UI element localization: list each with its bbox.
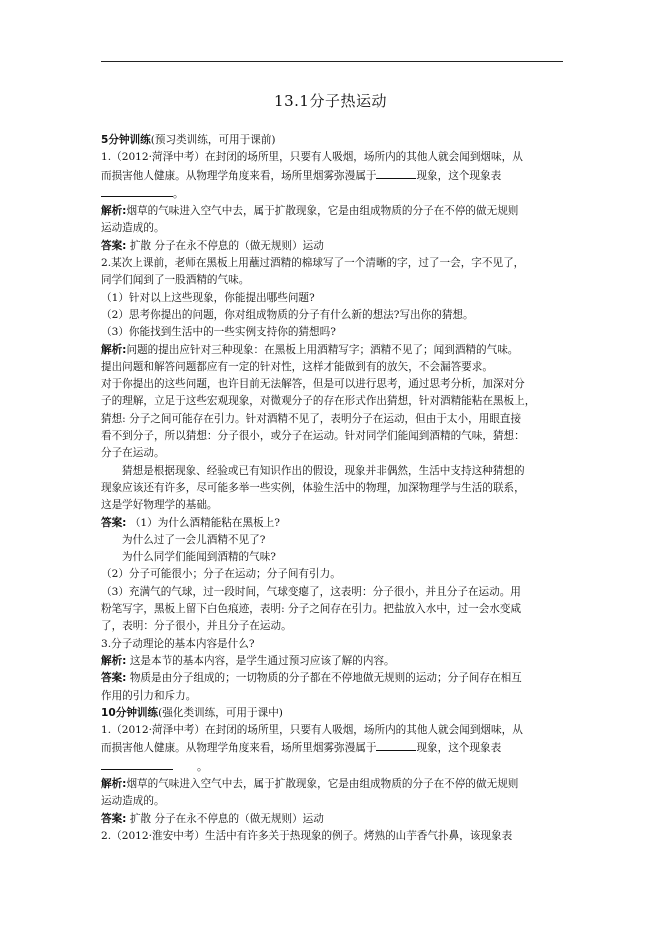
answer: 答案: （1）为什么酒精能粘在黑板上?	[101, 516, 280, 529]
section-heading-5min: 5分钟训练(预习类训练，可用于课前)	[101, 134, 276, 146]
answer-blank	[376, 739, 416, 751]
question-1: 1.（2012·菏泽中考）在封闭的场所里，只要有人吸烟，场所内的其他人就会闻到烟味，从	[101, 151, 523, 164]
sub-question: （2）思考你提出的问题，你对组成物质的分子有什么新的想法?写出你的猜想。	[101, 308, 474, 321]
guess-paragraph: 猜想是根据现象、经验或已有知识作出的假设，现象并非偶然，生活中支持这种猜想的	[122, 464, 525, 477]
answer-blank	[376, 167, 416, 179]
page-title: 13.1分子热运动	[274, 92, 387, 110]
analysis: 解析:烟草的气味进入空气中去，属于扩散现象，它是由组成物质的分子在不停的做无规则	[101, 777, 519, 790]
answer-blank	[101, 185, 173, 197]
answer: 答案: 扩散 分子在永不停息的（做无规则）运动	[101, 812, 324, 825]
document-body: 5分钟训练(预习类训练，可用于课前) 1.（2012·菏泽中考）在封闭的场所里，只要有人吸烟，场所内的其他人就会闻到烟味，从 而损害他人健康。从物理学角度来看，场所里烟雾弥漫属于 现象，这个现象表 。 解析:烟草的气味进入空气中去，属于扩散现象，它是由组成物质的分子在不停的做无规则 运动造成的。 答案: 扩散 分子在永不停息的（做无规则）运动 2.某次上课前，老师在黑板上用蘸过酒精的棉球写了一个清晰的字，过了一会，字不见了， 同学们闻到了一股酒精的气味。 （1）针对以上这些现象，你能提出哪些问题? （2）思考你提出的问题，你对组成物质的分子有什么新的想法?写出你的猜想。 （3）你能找到生活中的一些实例支持你的猜想吗? 解析:问题的提出应针对三种现象：在黑板上用酒精写字；酒精不见了；闻到酒精的气味。 提出问题和解答问题都应有一定的针对性，这样才能做到有的放矢，不会漏答要求。 对于你提出的这些问题，也许目前无法解答，但是可以进行思考，通过思考分析，加深对分 子的理解，立足于这些宏观现象，对微观分子的存在形式作出猜想，针对酒精能粘在黑板上， 猜想: 分子之间可能存在引力。针对酒精不见了，表明分子在运动，但由于太小，用眼直接 看不到分子，所以猜想：分子很小，或分子在运动。针对同学们能闻到酒精的气味，猜想： 分子在运动。 猜想是根据现象、经验或已有知识作出的假设，现象并非偶然，生活中支持这种猜想的 现象应该还有许多，尽可能多举一些实例，体验生活中的物理，加深物理学与生活的联系， 这是学好物理学的基础。 答案: （1）为什么酒精能粘在黑板上? 为什么过了一会儿酒精不见了? 为什么同学们能闻到酒精的气味? （2）分子可能很小；分子在运动；分子间有引力。 （3）充满气的气球，过一段时间，气球变瘪了，这表明：分子很小，并且分子在运动。用 粉笔写字，黑板上留下白色痕迹，表明: 分子之间存在引力。把盐放入水中，过一会水变咸 了，表明：分子很小，并且分子在运动。 3.分子动理论的基本内容是什么? 解析: 这是本节的基本内容，是学生通过预习应该了解的内容。 答案: 物质是由分子组成的；一切物质的分子都在不停地做无规则的运动；分子间存在相互 作用的引力和斥力。 10分钟训练(强化类训练，可用于课中) 1.（2012·菏泽中考）在封闭的场所里，只要有人吸烟，场所内的其他人就会闻到烟味，从 而损害他人健康。从物理学角度来看，场所里烟雾弥漫属于 现象，这个现象表 。 解析:烟草的气味进入空气中去，属于扩散现象，它是由组成物质的分子在不停的做无规则 运动造成的。 答案: 扩散 分子在永不停息的（做无规则）运动 2.（2012·淮安中考）生活中有许多关于热现象的例子。烤熟的山芋香气扑鼻，该现象表	[101, 132, 563, 845]
answer: 答案: 物质是由分子组成的；一切物质的分子都在不停地做无规则的运动；分子间存在相互	[101, 672, 522, 685]
sub-question: （1）针对以上这些现象，你能提出哪些问题?	[101, 291, 315, 304]
answer: 答案: 扩散 分子在永不停息的（做无规则）运动	[101, 239, 324, 252]
question-1: 1.（2012·菏泽中考）在封闭的场所里，只要有人吸烟，场所内的其他人就会闻到烟味，从	[101, 724, 523, 737]
header-rule	[101, 61, 563, 62]
analysis: 解析:问题的提出应针对三种现象：在黑板上用酒精写字；酒精不见了；闻到酒精的气味。	[101, 343, 519, 356]
question-2: 2.某次上课前，老师在黑板上用蘸过酒精的棉球写了一个清晰的字，过了一会，字不见了，	[101, 257, 525, 270]
sub-question: （3）你能找到生活中的一些实例支持你的猜想吗?	[101, 326, 336, 339]
section-heading-10min: 10分钟训练(强化类训练，可用于课中)	[101, 706, 283, 719]
question-2: 2.（2012·淮安中考）生活中有许多关于热现象的例子。烤熟的山芋香气扑鼻，该现象表	[101, 829, 513, 842]
answer-blank	[101, 758, 173, 770]
analysis: 解析: 这是本节的基本内容，是学生通过预习应该了解的内容。	[101, 654, 395, 667]
analysis: 解析:烟草的气味进入空气中去，属于扩散现象，它是由组成物质的分子在不停的做无规则	[101, 205, 519, 218]
question-3: 3.分子动理论的基本内容是什么?	[101, 637, 255, 650]
